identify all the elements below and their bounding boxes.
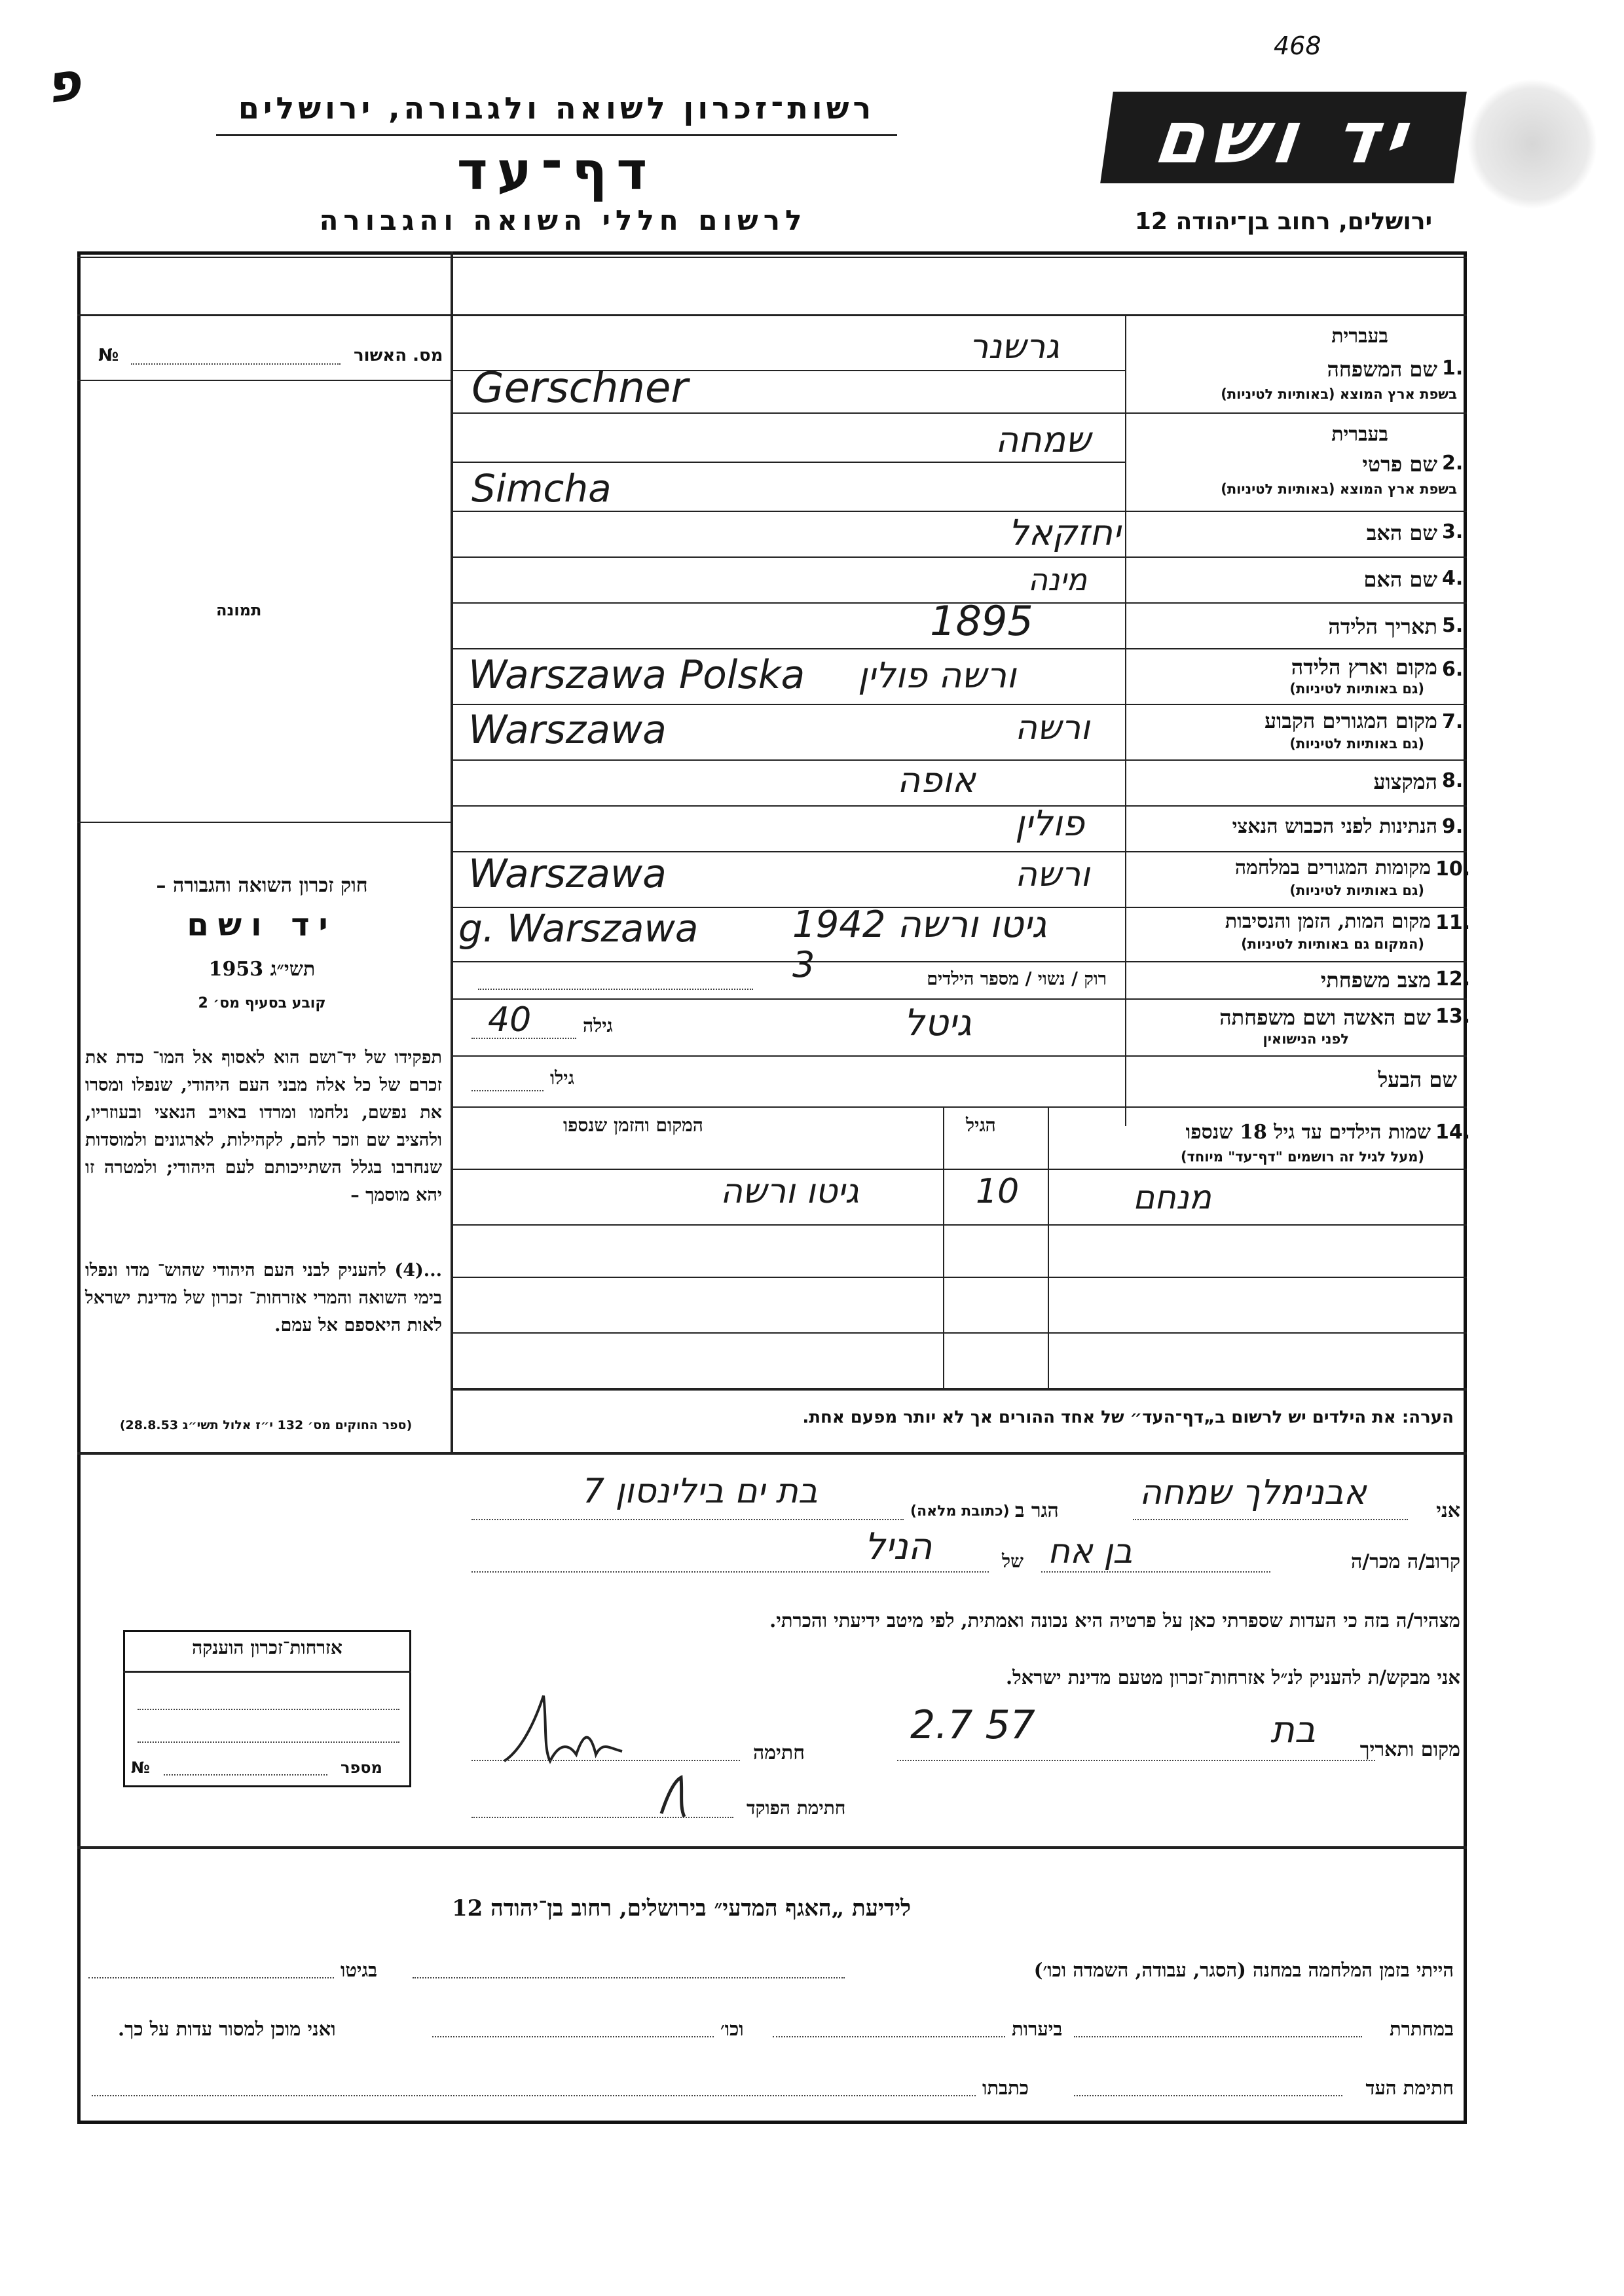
declarant-i-label: אני: [1436, 1499, 1460, 1522]
field7-value-hebrew: ורשה: [1015, 708, 1090, 748]
field5-label: תאריך הלידה: [1328, 614, 1437, 639]
row8-line: [452, 805, 1467, 807]
law-text-1: תפקידו של יד־ושם הוא לאסוף אל המו־ כדת את זכרם של כל אלה מבני העם היהודי, שנפלו ומסרו את נפשם, נלחמו ומרדו באויב הנאצי ובעוזריו, ולהציב שם וזכר להם, לקהילות, לארגונים ולמוסדות שנחרבו בגלל השתייכותם לעם היהודי; ולמטרה זו יהא מוסמך –: [85, 1048, 442, 1205]
citizenship-box-line: [123, 1671, 411, 1673]
field10-label: מקומות המגורים במלחמה: [1234, 856, 1431, 879]
declarant-signature: [498, 1689, 629, 1774]
field13-label: שם האשה ושם משפחתה: [1219, 1005, 1431, 1030]
field1-label: שם המשפחה: [1327, 357, 1437, 382]
children-age-header: הגיל: [966, 1114, 996, 1136]
footer-line3-dots-b: [92, 2095, 976, 2096]
footer-line3-dots-a: [1074, 2095, 1342, 2096]
address-line: ירושלים, רחוב בן־יהודה 12: [1134, 208, 1433, 235]
row2-mid-line: [452, 462, 1125, 463]
footer-line2-b: ביערות: [1012, 2018, 1063, 2040]
children-sub: (מעל לגיל זה רושמים "דף־עד" מיוחד): [1180, 1149, 1424, 1165]
field1-sub: בשפת ארץ המוצא (באותיות לטיניות): [1221, 386, 1457, 402]
children-row3-line: [452, 1332, 1467, 1334]
field13-age-value: 40: [488, 1000, 532, 1040]
field8-num: 8.: [1442, 769, 1464, 792]
row-husband-line: [452, 1106, 1467, 1108]
authority-title: רשות־זכרון לשואה ולגבורה, ירושלים: [238, 90, 876, 126]
field13-sub: לפני הנישואין: [1263, 1031, 1349, 1047]
field10-num: 10.: [1435, 858, 1471, 881]
date-dots: [897, 1760, 1375, 1761]
citizenship-number-dots: [164, 1774, 327, 1776]
corner-mark: פ: [41, 50, 84, 116]
field3-value: יחזקאל: [1008, 512, 1121, 553]
official-signature-dots: [471, 1817, 733, 1818]
field6-sub: (גם באותיות לטיניות): [1289, 681, 1424, 697]
row12-line: [452, 998, 1467, 1000]
field10-value-latin: Warszawa: [468, 851, 667, 897]
husband-age-label: גילו: [550, 1067, 574, 1089]
children-row1-line: [452, 1224, 1467, 1226]
field12-label: מצב משפחתי: [1320, 968, 1431, 993]
form-title: דף־עד: [456, 141, 657, 202]
field11-num: 11.: [1435, 911, 1471, 934]
field1-value-hebrew: גרשנר: [969, 327, 1060, 367]
footer-top-line: [77, 1846, 1467, 1849]
footer-line3-b: כתבתו: [982, 2077, 1029, 2099]
citizenship-dots-1: [138, 1709, 399, 1710]
declarant-lives-label: הגר ב: [1015, 1499, 1059, 1522]
field12-value: 3: [792, 944, 815, 985]
date-value: 2.7 57: [910, 1702, 1035, 1748]
field6-value-latin: Warszawa Polska: [468, 652, 805, 698]
relation-dots: [1041, 1571, 1270, 1573]
footer-title: לידיעת „האגף המדעי״ בירושלים, רחוב בן־יהודה 12: [452, 1895, 912, 1922]
request-text: אני מבקש/ת להעניק לנ״ל אזרחות־זכרון מטעם מדינת ישראל.: [1006, 1666, 1460, 1688]
field13-num: 13.: [1435, 1005, 1471, 1028]
declare-text: מצהיר/ה בזה כי העדות שספרתי כאן על פרטיה היא נכונה ואמתית, לפי מיטב ידיעתי והכרתי.: [769, 1609, 1460, 1631]
citizenship-box-title: אזרחות־זכרון הוענקה: [192, 1637, 342, 1658]
declarant-name-dots: [1133, 1519, 1408, 1520]
row1-end-line: [452, 412, 1467, 414]
photo-top-line: [77, 380, 452, 381]
field2-hebrew-tag: בעברית: [1331, 423, 1388, 446]
of-dots: [471, 1571, 989, 1573]
footer-line2-dots-b: [773, 2036, 1005, 2037]
footer-line2-d: ואני מוכן למסור עדות על כך.: [118, 2018, 336, 2040]
field7-value-latin: Warszawa: [468, 707, 667, 753]
photo-label: תמונה: [216, 601, 262, 619]
law-name: יד ושם: [187, 907, 337, 943]
field2-num: 2.: [1442, 452, 1464, 475]
footer-line2-c: וכו׳: [720, 2018, 744, 2040]
row3-line: [452, 556, 1467, 558]
field8-label: המקצוע: [1373, 769, 1437, 794]
note-top-line: [452, 1388, 1467, 1391]
field2-value-hebrew: שמחה: [995, 419, 1091, 460]
field12-options: רוק / נשוי / מספר הילדים: [927, 969, 1107, 989]
photo-bottom-line: [77, 822, 452, 823]
field6-label: מקום וארץ הלידה: [1291, 655, 1437, 680]
children-place-header: המקום והזמן שנספו: [563, 1114, 703, 1136]
field11-label: מקום המות, הזמן והנסיבות: [1225, 910, 1431, 933]
place-value: בת: [1270, 1709, 1316, 1751]
field9-value: פולין: [1015, 803, 1084, 844]
approval-dots: [131, 363, 341, 365]
logo-stamp-shadow: [1467, 79, 1598, 210]
field11-value-hebrew: גיטו ורשה 1942: [792, 903, 1047, 946]
husband-label: שם הבעל: [1378, 1067, 1457, 1092]
child1-name: מנחם: [1133, 1178, 1211, 1216]
top-band-line: [77, 314, 1467, 316]
children-col2: [943, 1106, 944, 1388]
field7-sub: (גם באותיות לטיניות): [1289, 736, 1424, 752]
relation-label: קרוב/ה מכר/ה: [1351, 1550, 1460, 1573]
footer-line1-b: בגיטו: [341, 1959, 378, 1981]
field10-value-hebrew: ורשה: [1015, 855, 1090, 894]
field5-value: 1895: [930, 597, 1033, 645]
field11-sub: (המקום גם באותיות לטיניות): [1241, 936, 1424, 952]
declarant-address: בת ים בילינסון 7: [583, 1472, 818, 1511]
citizenship-dots-2: [138, 1741, 399, 1743]
top-number: 468: [1274, 31, 1321, 60]
field11-value-latin: g. Warszawa: [458, 906, 699, 951]
authority-underline: [216, 134, 897, 136]
law-text-2: ...(4) להעניק לבני העם היהודי שהוש־ מדו ונפלו בימי השואה והמרי אזרחות־ זכרון של מדינת ישראל לאות היאספם אל עמם.: [85, 1260, 442, 1336]
law-title: חוק זכרון השואה והגבורה –: [156, 874, 368, 897]
field1-value-latin: Gerschner: [471, 364, 688, 412]
field2-sub: בשפת ארץ המוצא (באותיות לטיניות): [1221, 481, 1457, 497]
field10-sub: (גם באותיות לטיניות): [1289, 883, 1424, 898]
field9-label: הנתינות לפני הכבוש הנאצי: [1232, 815, 1437, 838]
field4-num: 4.: [1442, 567, 1464, 590]
field13-value: גיטל: [904, 1002, 972, 1044]
citizenship-number-label: מספר: [341, 1758, 382, 1777]
field3-num: 3.: [1442, 520, 1464, 543]
row13-line: [452, 1055, 1467, 1057]
children-head-line: [452, 1169, 1467, 1170]
approval-suffix: №: [98, 346, 119, 365]
children-row2-line: [452, 1277, 1467, 1278]
field2-label: שם פרטי: [1362, 452, 1437, 477]
field7-label: מקום המגורים הקבוע: [1264, 708, 1437, 733]
row2-end-line: [452, 511, 1467, 512]
signature-dots: [471, 1760, 740, 1761]
row6-line: [452, 704, 1467, 705]
field1-num: 1.: [1442, 357, 1464, 380]
declarant-name: אבנימלך שמחה: [1139, 1473, 1367, 1512]
of-value: הניל: [864, 1525, 932, 1568]
field12-num: 12.: [1435, 968, 1471, 991]
place-date-label: מקום ותאריך: [1359, 1738, 1460, 1761]
right-divider: [1125, 314, 1126, 1126]
footer-line2-dots-c: [432, 2036, 714, 2037]
declarant-address-label: (כתובת מלאה): [910, 1503, 1010, 1520]
field12-dots: [478, 989, 753, 990]
footer-line1-dots-a: [413, 1977, 845, 1978]
field7-num: 7.: [1442, 710, 1464, 733]
approval-label: מס. האשור: [354, 346, 443, 365]
law-clause: קובע בסעיף מס׳ 2: [198, 995, 326, 1011]
note-text: הערה: את הילדים יש לרשום ב„דף־העד״ של אחד ההורים אך לא יותר מפעם אחת.: [802, 1408, 1454, 1427]
official-signature-label: חתימת הפוקד: [747, 1797, 846, 1819]
children-col1: [1048, 1106, 1049, 1388]
official-signature: [655, 1774, 694, 1820]
child1-age: 10: [976, 1172, 1020, 1211]
row11-line: [452, 961, 1467, 962]
signature-label: חתימה: [753, 1741, 805, 1764]
note-bottom-line: [77, 1452, 1467, 1455]
footer-line3-a: חתימת העד: [1365, 2077, 1454, 2099]
field1-hebrew-tag: בעברית: [1331, 325, 1388, 348]
field6-value-hebrew: ורשה פולין: [858, 655, 1016, 696]
form-subtitle: לרשום חללי השואה והגבורה: [319, 204, 807, 236]
row5-line: [452, 648, 1467, 649]
field8-value: אופה: [897, 759, 976, 801]
footer-line2-dots-a: [1074, 2036, 1362, 2037]
relation-value: בן אח: [1048, 1532, 1133, 1571]
top-inner-line: [77, 257, 1467, 258]
footer-line1-dots-b: [88, 1977, 334, 1978]
field13-age-label: גילה: [583, 1015, 613, 1036]
field2-value-latin: Simcha: [471, 466, 612, 511]
footer-line2-a: במחתרת: [1390, 2018, 1454, 2040]
declarant-address-dots: [471, 1519, 904, 1520]
field6-num: 6.: [1442, 658, 1464, 681]
law-year: תשי״ג 1953: [208, 958, 316, 981]
citizenship-number-suffix: №: [131, 1758, 150, 1777]
husband-age-dots: [471, 1090, 544, 1091]
law-reference: (ספר החוקים מס׳ 132 י״ז אלול תשי״ג 28.8.53): [119, 1418, 413, 1432]
of-label: של: [1002, 1550, 1024, 1572]
field4-label: שם האם: [1363, 567, 1437, 592]
yad-vashem-logo: יד ושם: [1100, 92, 1467, 183]
field13-age-dots: [471, 1038, 576, 1039]
field3-label: שם האב: [1366, 520, 1437, 545]
field4-value: מינה: [1028, 562, 1088, 597]
children-header: שמות הילדים עד גיל 18 שנספו: [1185, 1121, 1431, 1144]
field9-num: 9.: [1442, 815, 1464, 838]
field5-num: 5.: [1442, 614, 1464, 637]
child1-place: גיטו ורשה: [720, 1172, 859, 1211]
children-num: 14.: [1435, 1121, 1471, 1144]
footer-line1-a: הייתי בזמן המלחמה במחנה (הסגר, עבודה, השמדה וכו׳): [1033, 1959, 1454, 1981]
